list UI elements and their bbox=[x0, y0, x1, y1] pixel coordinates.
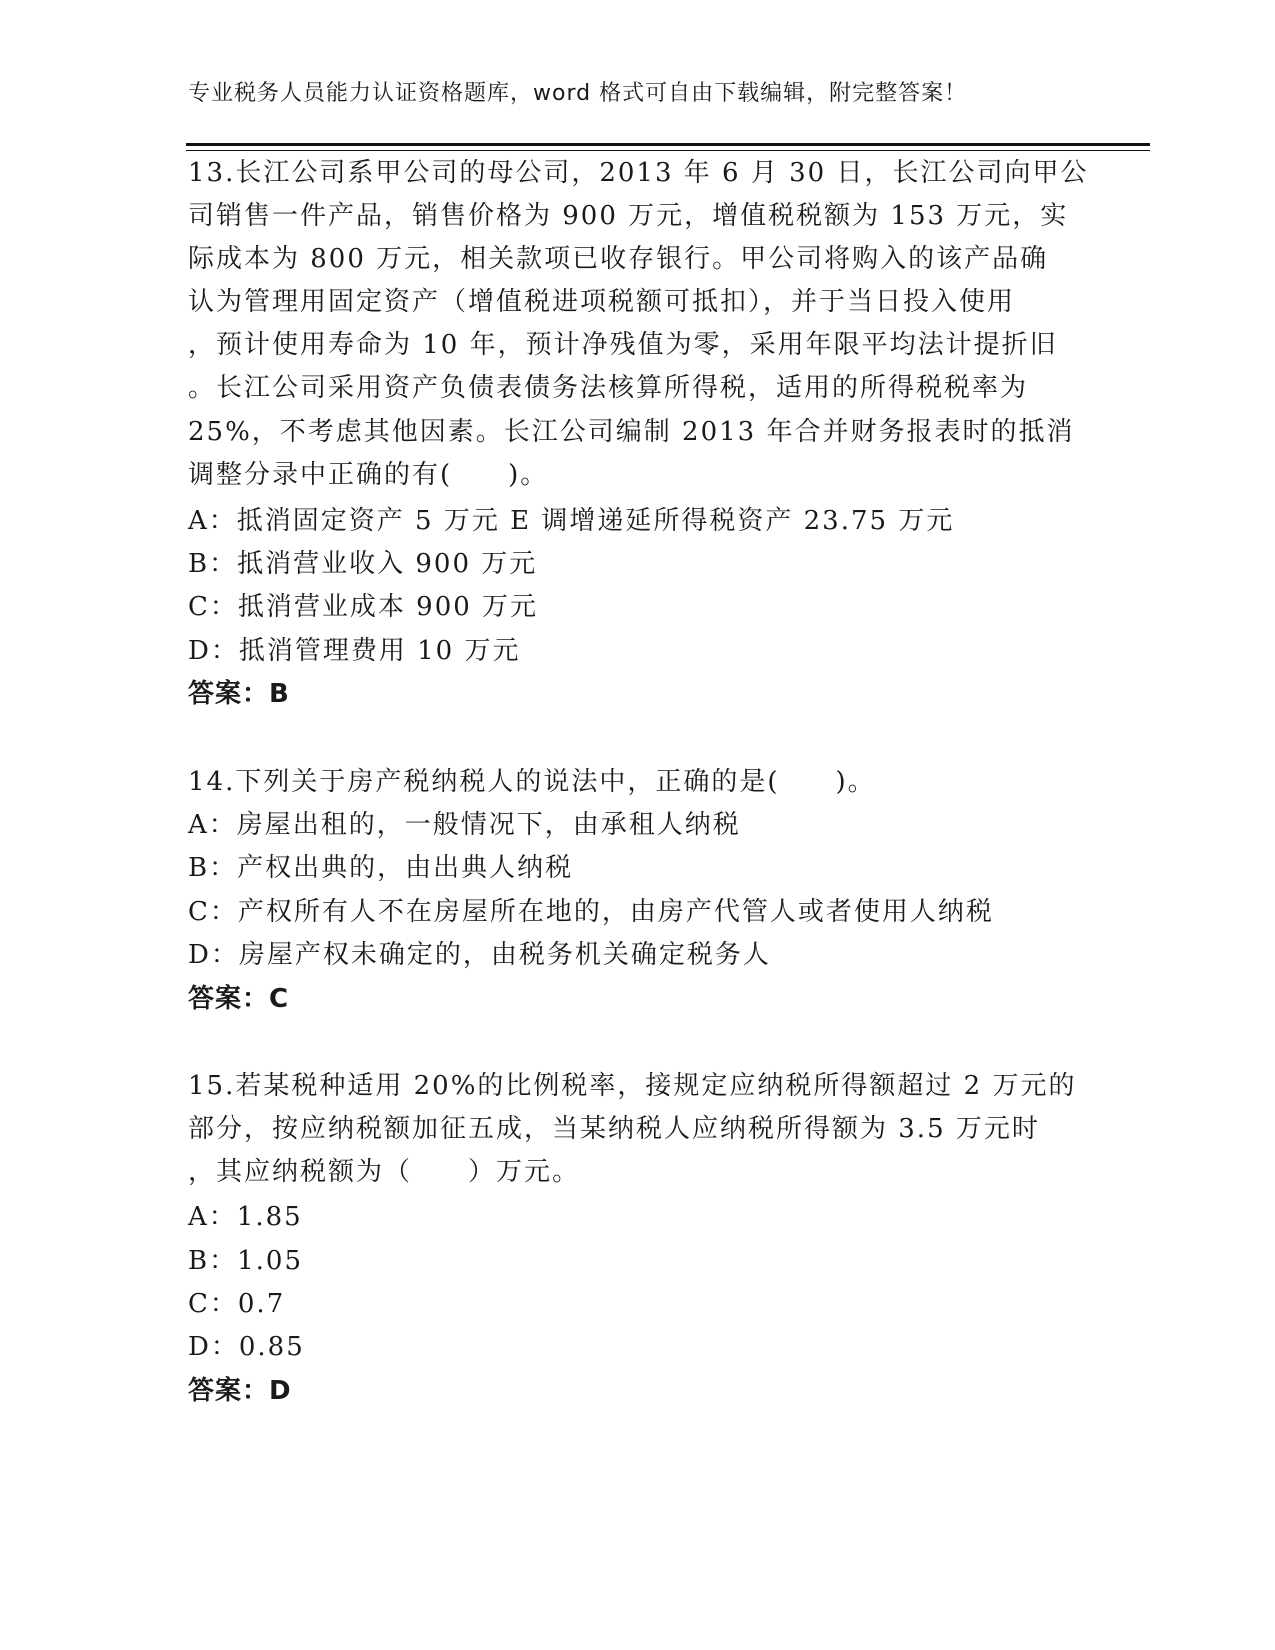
question-15-stem-line: 部分，按应纳税额加征五成，当某纳税人应纳税所得额为 3.5 万元时 bbox=[188, 1114, 1040, 1144]
question-13-stem-line: 调整分录中正确的有( )。 bbox=[188, 460, 549, 490]
question-13-stem-line: 。长江公司采用资产负债表债务法核算所得税，适用的所得税税率为 bbox=[188, 373, 1029, 403]
question-15-option-b: B：1.05 bbox=[188, 1246, 303, 1276]
question-15-answer: 答案：D bbox=[188, 1376, 292, 1406]
question-14-stem-line: 14.下列关于房产税纳税人的说法中，正确的是( )。 bbox=[188, 767, 876, 797]
question-13-stem-line: 司销售一件产品，销售价格为 900 万元，增值税税额为 153 万元，实 bbox=[188, 201, 1069, 231]
header-rule-thin bbox=[186, 150, 1150, 151]
header-rule-thick bbox=[186, 143, 1150, 146]
question-15-stem-line: ，其应纳税额为（ ）万元。 bbox=[188, 1157, 581, 1187]
question-15-option-d: D：0.85 bbox=[188, 1332, 305, 1362]
question-15-option-a: A：1.85 bbox=[188, 1202, 303, 1232]
question-15-stem-line: 15.若某税种适用 20%的比例税率，接规定应纳税所得额超过 2 万元的 bbox=[188, 1071, 1077, 1101]
question-13-option-b: B：抵消营业收入 900 万元 bbox=[188, 549, 538, 579]
question-14-option-c: C：产权所有人不在房屋所在地的，由房产代管人或者使用人纳税 bbox=[188, 897, 994, 927]
question-13-option-a: A：抵消固定资产 5 万元 E 调增递延所得税资产 23.75 万元 bbox=[188, 506, 955, 536]
question-13-answer: 答案：B bbox=[188, 679, 290, 709]
question-14-answer: 答案：C bbox=[188, 984, 290, 1014]
question-14-option-d: D：房屋产权未确定的，由税务机关确定税务人 bbox=[188, 940, 771, 970]
question-14-option-a: A：房屋出租的，一般情况下，由承租人纳税 bbox=[188, 810, 741, 840]
question-13-option-c: C：抵消营业成本 900 万元 bbox=[188, 592, 539, 622]
page-header: 专业税务人员能力认证资格题库，word 格式可自由下载编辑，附完整答案！ bbox=[188, 81, 968, 106]
question-13-option-d: D：抵消管理费用 10 万元 bbox=[188, 636, 521, 666]
question-13-stem-line: 认为管理用固定资产（增值税进项税额可抵扣），并于当日投入使用 bbox=[188, 287, 1016, 317]
question-15-option-c: C：0.7 bbox=[188, 1289, 286, 1319]
question-13-stem-line: 际成本为 800 万元，相关款项已收存银行。甲公司将购入的该产品确 bbox=[188, 244, 1049, 274]
question-13-stem-line: 25%，不考虑其他因素。长江公司编制 2013 年合并财务报表时的抵消 bbox=[188, 417, 1075, 447]
question-13-stem-line: ，预计使用寿命为 10 年，预计净残值为零，采用年限平均法计提折旧 bbox=[188, 330, 1058, 360]
question-14-option-b: B：产权出典的，由出典人纳税 bbox=[188, 853, 574, 883]
question-13-stem-line: 13.长江公司系甲公司的母公司，2013 年 6 月 30 日，长江公司向甲公 bbox=[188, 158, 1089, 188]
